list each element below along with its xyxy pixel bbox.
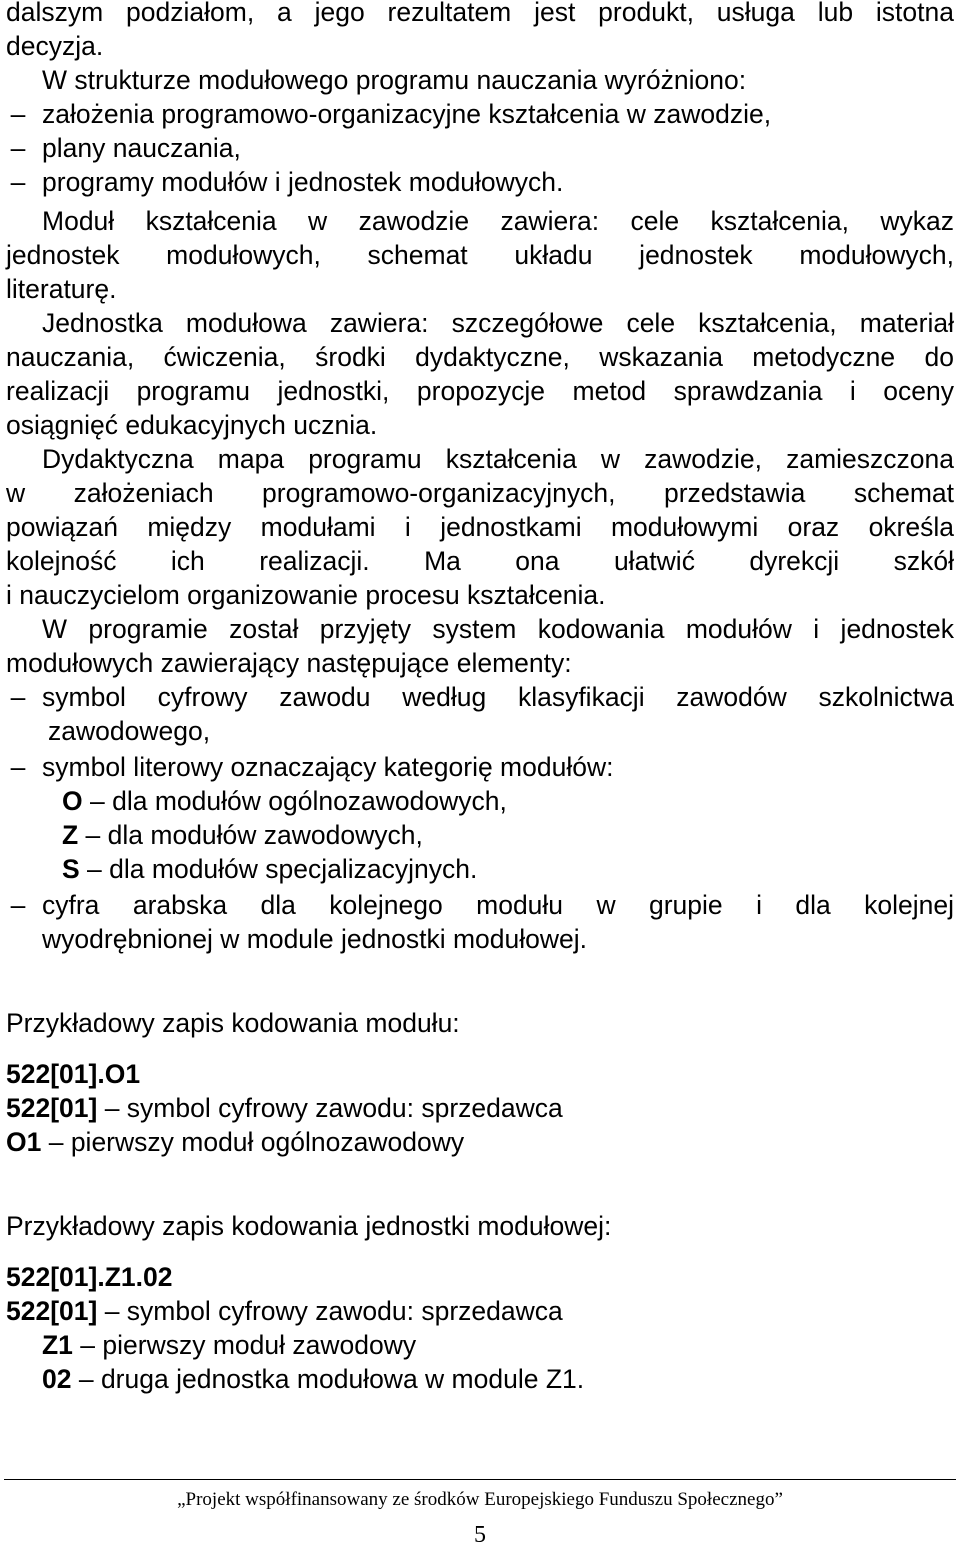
list-item: symbol literowy oznaczający kategorię modułów: (42, 752, 614, 782)
text-line: W programie został przyjęty system kodowania modułów i jednostek (42, 614, 954, 644)
code-description: – pierwszy moduł ogólnozawodowy (41, 1127, 465, 1157)
example-line (6, 1091, 954, 1125)
category-item (62, 818, 954, 852)
text-line: i nauczycielom organizowanie procesu kształcenia. (6, 580, 606, 610)
category-text: – dla modułów zawodowych, (78, 820, 423, 850)
text-line: decyzja. (6, 31, 104, 61)
text-line: literaturę. (6, 274, 117, 304)
code-value: O1 (6, 1127, 42, 1157)
text-line: realizacji programu jednostki, propozycje metod sprawdzania i oceny (6, 376, 954, 406)
list-item: symbol cyfrowy zawodu według klasyfikacji zawodów szkolnictwa (42, 682, 954, 712)
example-line (42, 1328, 954, 1362)
list-item: plany nauczania, (42, 133, 241, 163)
dash-bullet-icon: – (10, 752, 26, 782)
text-line: Dydaktyczna mapa programu kształcenia w zawodzie, zamieszczona (42, 444, 954, 474)
example-code (6, 1057, 954, 1091)
text-line: W strukturze modułowego programu nauczania wyróżniono: (42, 65, 747, 95)
dash-bullet-icon: – (10, 890, 26, 920)
list-item: programy modułów i jednostek modułowych. (42, 167, 564, 197)
code-value: 522[01].Z1.02 (6, 1262, 173, 1292)
text-line: Moduł kształcenia w zawodzie zawiera: cele kształcenia, wykaz (42, 206, 954, 236)
category-item (62, 852, 954, 886)
code-value: 522[01].O1 (6, 1059, 141, 1089)
example-code (6, 1260, 954, 1294)
text-line: jednostek modułowych, schemat układu jednostek modułowych, (6, 240, 954, 270)
text-line: dalszym podziałom, a jego rezultatem jest produkt, usługa lub istotna (6, 0, 954, 27)
list-item: cyfra arabska dla kolejnego modułu w grupie i dla kolejnej (42, 890, 954, 920)
example-heading: Przykładowy zapis kodowania modułu: (6, 1008, 460, 1038)
code-description: – symbol cyfrowy zawodu: sprzedawca (97, 1296, 563, 1326)
text-line: powiązań między modułami i jednostkami modułowymi oraz określa (6, 512, 954, 542)
list-item: wyodrębnionej w module jednostki modułowej. (42, 924, 588, 954)
text-line: osiągnięć edukacyjnych ucznia. (6, 410, 378, 440)
code-value: 522[01] (6, 1093, 98, 1123)
code-value: Z1 (42, 1330, 73, 1360)
footer-text: „Projekt współfinansowany ze środków Europejskiego Funduszu Społecznego” (177, 1489, 783, 1510)
list-item: zawodowego, (48, 716, 211, 746)
dash-bullet-icon: – (10, 682, 26, 712)
page-number: 5 (474, 1522, 486, 1548)
code-description: – pierwszy moduł zawodowy (72, 1330, 417, 1360)
footer-divider (4, 1479, 956, 1480)
dash-bullet-icon: – (10, 167, 26, 197)
code-description: – symbol cyfrowy zawodu: sprzedawca (97, 1093, 563, 1123)
code-value: 522[01] (6, 1296, 98, 1326)
text-line: w założeniach programowo-organizacyjnych, przedstawia schemat (6, 478, 954, 508)
category-text: – dla modułów specjalizacyjnych. (79, 854, 478, 884)
category-code: O (62, 786, 83, 816)
code-value: 02 (42, 1364, 72, 1394)
list-item: założenia programowo-organizacyjne kształcenia w zawodzie, (42, 99, 772, 129)
category-code: Z (62, 820, 79, 850)
text-line: nauczania, ćwiczenia, środki dydaktyczne, wskazania metodyczne do (6, 342, 954, 372)
code-description: – druga jednostka modułowa w module Z1. (71, 1364, 585, 1394)
category-code: S (62, 854, 80, 884)
example-line (42, 1362, 954, 1396)
example-line (6, 1125, 954, 1159)
dash-bullet-icon: – (10, 133, 26, 163)
text-line: Jednostka modułowa zawiera: szczegółowe cele kształcenia, materiał (42, 308, 954, 338)
text-line: kolejność ich realizacji. Ma ona ułatwić dyrekcji szkół (6, 546, 954, 576)
example-heading: Przykładowy zapis kodowania jednostki modułowej: (6, 1211, 612, 1241)
category-text: – dla modułów ogólnozawodowych, (82, 786, 507, 816)
dash-bullet-icon: – (10, 99, 26, 129)
category-item (62, 784, 954, 818)
text-line: modułowych zawierający następujące elementy: (6, 648, 572, 678)
example-line (6, 1294, 954, 1328)
